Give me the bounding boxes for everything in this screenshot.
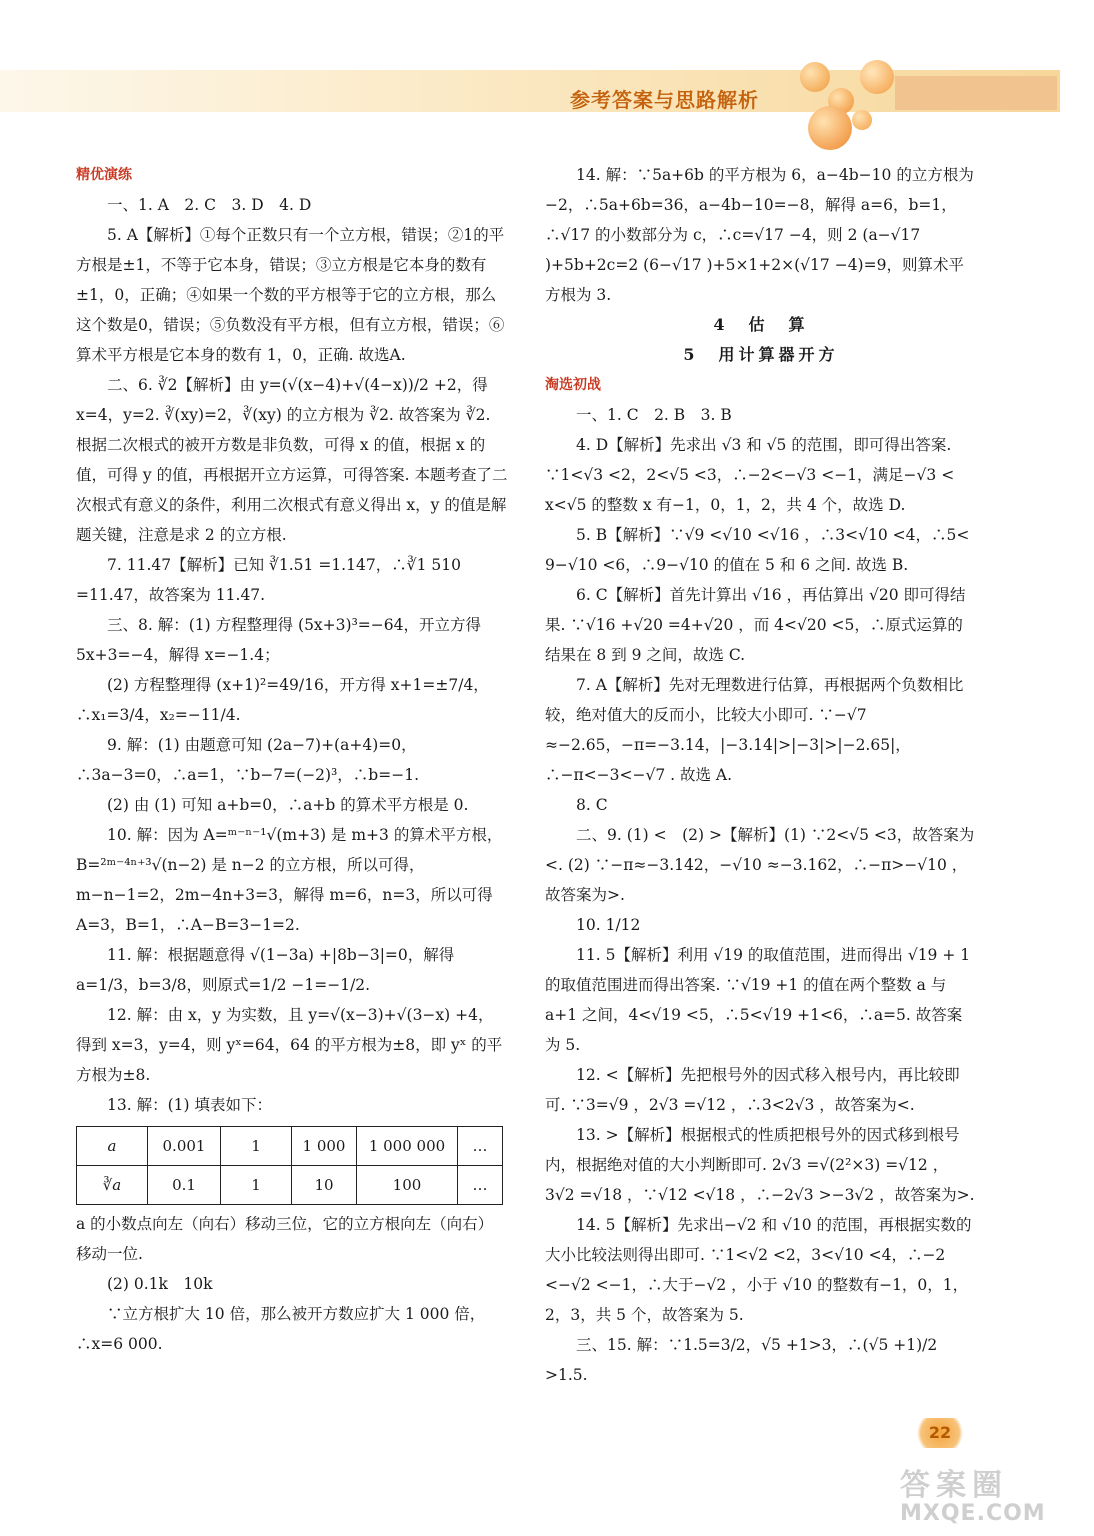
answer-paragraph: 13. 解：(1) 填表如下： — [107, 1096, 272, 1114]
answer-paragraph: ∵立方根扩大 10 倍，那么被开方数应扩大 1 000 倍，∴x=6 000. — [76, 1305, 486, 1353]
decorative-ball — [860, 60, 894, 94]
answer-paragraph: 10. 1/12 — [576, 916, 641, 934]
decorative-ball — [800, 62, 830, 92]
cube-root-table — [76, 1126, 503, 1205]
answer-paragraph: 8. C — [576, 796, 608, 814]
answer-paragraph: 4. D【解析】先求出 √3 和 √5 的范围，即可得出答案. ∵1<√3 <2，2<√5 <3，∴−2<−√3 <−1，满足−√3 < x<√5 的整数 x 有−1，0，1，2，共 4 个，故选 D. — [545, 436, 955, 514]
answer-paragraph: 11. 5【解析】利用 √19 的取值范围，进而得出 √19 + 1 的取值范围进而得出答案. ∵√19 +1 的值在两个整数 a 与 a+1 之间，4<√19 <5，∴5<√19 +1<6，∴a=5. 故答案为 5. — [545, 946, 971, 1054]
answer-paragraph: 6. C【解析】首先计算出 √16 ，再估算出 √20 即可得结果. ∵√16 +√20 =4+√20 ，而 4<√20 <5，∴原式运算的结果在 8 到 9 之间，故选 C. — [545, 586, 966, 664]
table-cell: 100 — [357, 1166, 458, 1205]
answer-paragraph: 14. 5【解析】先求出−√2 和 √10 的范围，再根据实数的大小比较法则得出即可. ∵1<√2 <2，3<√10 <4，∴−2 <−√2 <−1，∴大于−√2 ，小于 √10 的整数有−1，0，1，2，3，共 5 个，故答案为 5. — [545, 1216, 972, 1324]
header-title: 参考答案与思路解析 — [570, 88, 759, 112]
table-cell: … — [458, 1127, 503, 1166]
section-heading: 5 用计算器开方 — [683, 345, 839, 364]
decorative-ball — [852, 110, 872, 130]
table-cell: 1 000 — [292, 1127, 357, 1166]
header-decor-box — [895, 76, 1057, 110]
answer-paragraph: 9. 解：(1) 由题意可知 (2a−7)+(a+4)=0，∴3a−3=0，∴a=1，∵b−7=(−2)³，∴b=−1. — [76, 736, 419, 784]
table-cell: 1 — [221, 1127, 292, 1166]
table-cell: ∛a — [77, 1166, 148, 1205]
answer-paragraph: 5. B【解析】∵√9 <√10 <√16 ，∴3<√10 <4，∴5< 9−√10 <6，∴9−√10 的值在 5 和 6 之间. 故选 B. — [545, 526, 970, 574]
table-cell: a — [77, 1127, 148, 1166]
section-label: 精优演练 — [76, 167, 132, 183]
answer-paragraph: 13. >【解析】根据根式的性质把根号外的因式移到根号内，根据绝对值的大小判断即可. 2√3 =√(2²×3) =√12 ，3√2 =√18 ，∵√12 <√18 ，∴−2√3 >−3√2 ，故答案为>. — [545, 1126, 975, 1204]
table-row — [77, 1127, 503, 1166]
answer-paragraph: a 的小数点向左（向右）移动三位，它的立方根向左（向右）移动一位. — [76, 1215, 494, 1263]
answer-paragraph: 12. 解：由 x，y 为实数，且 y=√(x−3)+√(3−x) +4，得到 x=3，y=4，则 yˣ=64，64 的平方根为±8，即 yˣ 的平方根为±8. — [76, 1006, 503, 1084]
right-column — [545, 160, 977, 1390]
answer-paragraph: 三、15. 解：∵1.5=3/2，√5 +1>3，∴(√5 +1)/2 >1.5. — [545, 1336, 938, 1384]
answer-paragraph: 14. 解：∵5a+6b 的平方根为 6，a−4b−10 的立方根为−2，∴5a+6b=36，a−4b−10=−8，解得 a=6，b=1，∴√17 的小数部分为 c，∴c=√17 −4，则 2 (a−√17 )+5b+2c=2 (6−√17 )+5×1+2×(√17 −4)=9，则算术平方根为 3. — [545, 166, 974, 304]
watermark-line: MXQE.COM — [900, 1501, 1046, 1526]
table-cell: 0.1 — [148, 1166, 221, 1205]
table-cell: 1 000 000 — [357, 1127, 458, 1166]
table-cell: 1 — [221, 1166, 292, 1205]
section-label: 淘选初战 — [545, 377, 601, 393]
section-heading: 4 估 算 — [713, 315, 809, 334]
answer-paragraph: 10. 解：因为 A=ᵐ⁻ⁿ⁻¹√(m+3) 是 m+3 的算术平方根，B=²ᵐ⁻⁴ⁿ⁺³√(n−2) 是 n−2 的立方根，所以可得，m−n−1=2，2m−4n+3=3，解得 m=6，n=3，所以可得 A=3，B=1，∴A−B=3−1=2. — [76, 826, 503, 934]
answer-paragraph: 二、6. ∛2【解析】由 y=(√(x−4)+√(4−x))/2 +2，得 x=4，y=2. ∛(xy)=2，∛(xy) 的立方根为 ∛2. 故答案为 ∛2. 根据二次根式的被开方数是非负数，可得 x 的值，根据 x 的值，可得 y 的值，再根据开立方运算，可得答案. 本题考查了二次根式有意义的条件，利用二次根式有意义得出 x，y 的值是解题关键，注意是求 2 的立方根. — [76, 376, 508, 544]
answer-paragraph: 一、1. C 2. B 3. B — [576, 406, 732, 424]
answer-paragraph: (2) 由 (1) 可知 a+b=0，∴a+b 的算术平方根是 0. — [107, 796, 469, 814]
answer-paragraph: 7. A【解析】先对无理数进行估算，再根据两个负数相比较，绝对值大的反而小，比较大小即可. ∵−√7 ≈−2.65，−π=−3.14，|−3.14|>|−3|>|−2.65|，∴−π<−3<−√7 . 故选 A. — [545, 676, 964, 784]
page-number: 22 — [912, 1418, 968, 1448]
answer-paragraph: (2) 方程整理得 (x+1)²=49/16，开方得 x+1=±7/4，∴x₁=3/4，x₂=−11/4. — [76, 676, 489, 724]
answer-paragraph: 7. 11.47【解析】已知 ∛1.51 =1.147，∴∛1 510 =11.47，故答案为 11.47. — [76, 556, 461, 604]
answer-paragraph: 二、9. (1) < (2) >【解析】(1) ∵2<√5 <3，故答案为<. (2) ∵−π≈−3.142，−√10 ≈−3.162，∴−π>−√10 ，故答案为>. — [545, 826, 975, 904]
answer-paragraph: 11. 解：根据题意得 √(1−3a) +|8b−3|=0，解得 a=1/3，b=3/8，则原式=1/2 −1=−1/2. — [76, 946, 455, 994]
answer-paragraph: 三、8. 解：(1) 方程整理得 (5x+3)³=−64，开立方得 5x+3=−4，解得 x=−1.4； — [76, 616, 481, 664]
answer-paragraph: (2) 0.1k 10k — [107, 1275, 213, 1293]
table-cell: 10 — [292, 1166, 357, 1205]
left-column — [76, 160, 508, 1359]
answer-paragraph: 一、1. A 2. C 3. D 4. D — [107, 196, 312, 214]
table-cell: … — [458, 1166, 503, 1205]
decorative-ball — [808, 106, 852, 150]
watermark-line: 答案圈 — [900, 1468, 1008, 1503]
table-row — [77, 1166, 503, 1205]
answer-paragraph: 5. A【解析】①每个正数只有一个立方根，错误；②1的平方根是±1，不等于它本身，错误；③立方根是它本身的数有±1，0，正确；④如果一个数的平方根等于它的立方根，那么这个数是0，错误；⑤负数没有平方根，但有立方根，错误；⑥算术平方根是它本身的数有 1，0，正确. 故选A. — [76, 226, 505, 364]
answer-paragraph: 12. <【解析】先把根号外的因式移入根号内，再比较即可. ∵3=√9 ，2√3 =√12 ，∴3<2√3 ，故答案为<. — [545, 1066, 960, 1114]
table-cell: 0.001 — [148, 1127, 221, 1166]
watermark-logo — [900, 1470, 1090, 1530]
